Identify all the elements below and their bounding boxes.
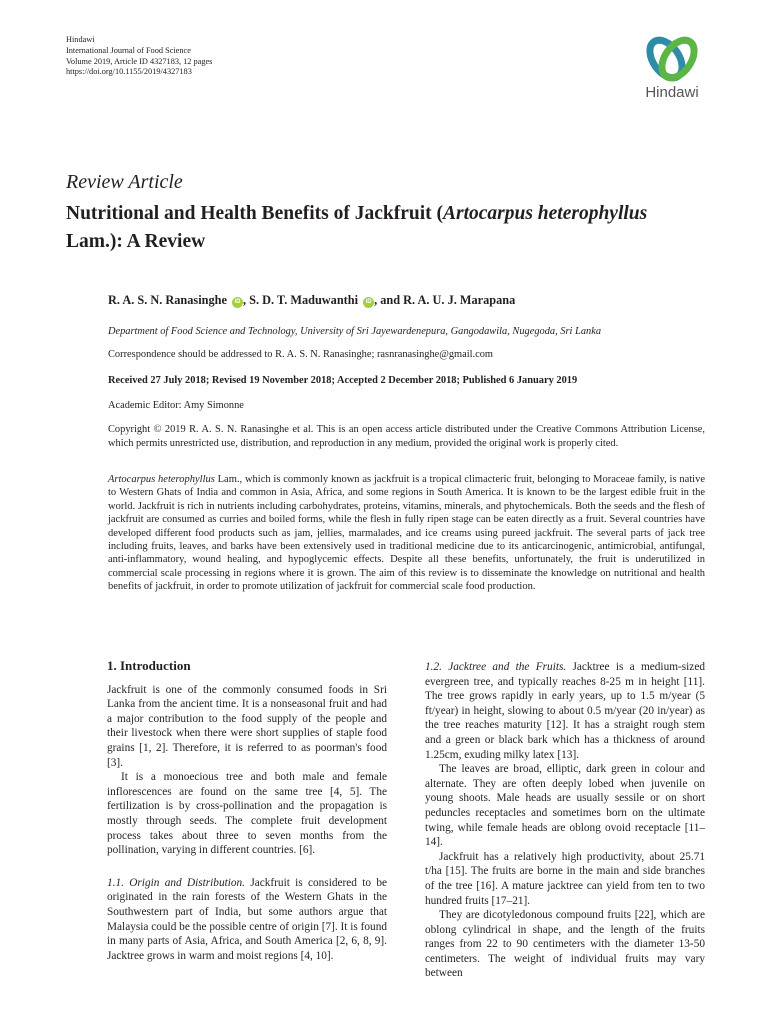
subsection-heading: 1.1. Origin and Distribution.	[107, 876, 246, 889]
paragraph-compound-fruits: They are dicotyledonous compound fruits [22], which are oblong cylindrical in shape, and the length of the fruits ranges from 22 to 90 centimeters with the diameter 13-50 centimeters. The weight of individual fruits may vary between	[425, 909, 705, 980]
abstract	[108, 473, 705, 594]
orcid-icon[interactable]: iD	[232, 297, 243, 308]
left-column	[107, 659, 387, 963]
title-text: Nutritional and Health Benefits of Jackfruit (	[66, 203, 443, 224]
article-type: Review Article	[66, 171, 183, 193]
correspondence: Correspondence should be addressed to R. A. S. N. Ranasinghe; rasnranasinghe@gmail.com	[108, 349, 493, 360]
article-title	[66, 200, 686, 256]
subsection-text: Jackfruit is considered to be originated in the rain forests of the Western Ghats in the Southwestern part of India, but some authors argue that Malaysia could be the possible centre of origin [7]. It is found in many parts of Asia, Africa, and South America [2, 6, 8, 9]. Jacktree grows in warm and moist regions [4, 10].	[107, 876, 387, 962]
author-name[interactable]: R. A. S. N. Ranasinghe	[108, 293, 227, 307]
author-separator: ,	[242, 293, 250, 307]
section-heading-introduction: 1. Introduction	[107, 658, 191, 673]
author-separator: , and	[374, 293, 404, 307]
title-text-end: Lam.): A Review	[66, 231, 206, 252]
publication-dates: Received 27 July 2018; Revised 19 November 2018; Accepted 2 December 2018; Published 6 January 2019	[108, 375, 578, 386]
right-column	[425, 660, 705, 981]
hindawi-logo-icon	[636, 34, 708, 84]
paragraph-leaves: The leaves are broad, elliptic, dark green in colour and alternate. They are often deeply lobed when juvenile on young shoots. Male heads are usually sessile or on short peduncles receptacles and sometimes born on the ultimate twing, while female heads are oblong ovoid receptacle [11–14].	[425, 763, 705, 849]
abstract-text: Lam., which is commonly known as jackfruit is a tropical climacteric fruit, belonging to Moraceae family, is native to Western Ghats of India and common in Asia, Africa, and some regions in South America. It is known to be the largest edible fruit in the world. Jackfruit is rich in nutrients including carbohydrates, proteins, vitamins, minerals, and phytochemicals. Both the seeds and the flesh of jackfruit are consumed as curries and boiled forms, while the flesh in fully ripen stage can be eaten directly as a fruit. Several countries have developed different food products such as jam, jellies, marmalades, and ice creams using pureed jackfruit. The several parts of jack tree including fruits, leaves, and barks have been extensively used in traditional medicine due to its anticarcinogenic, antimicrobial, antifungal, anti-inflammatory, wound healing, and hypoglycemic effects. Despite all these benefits, unfortunately, the fruit is underutilized in commercial scale processing in regions where it is grown. The aim of this review is to disseminate the knowledge on nutritional and health benefits of jackfruit, in order to promote utilization of jackfruit for commercial scale food production.	[108, 474, 705, 593]
intro-paragraph-1: Jackfruit is one of the commonly consumed foods in Sri Lanka from the ancient time. It is a nonseasonal fruit and had a major contribution to the food supply of the people and their livestock when there were short supplies of staple food grains [1, 2]. Therefore, it is referred to as poorman's food [3].	[107, 683, 387, 769]
subsection-text: Jacktree is a medium-sized evergreen tree, and typically reaches 8-25 m in height [11]. The tree grows rapidly in early years, up to 1.5 m/year (5 ft/year) in height, slowing to about 0.5 m/year (20 in/year) as the tree reaches maturity [12]. It has a straight rough stem and a green or black bark which has a thickness of around 1.25cm, exuding milky latex [13].	[425, 661, 705, 761]
journal-header	[66, 35, 212, 78]
journal-name: International Journal of Food Science	[66, 45, 191, 55]
paragraph-productivity: Jackfruit has a relatively high productivity, about 25.71 t/ha [15]. The fruits are borne in the main and side branches of the tree [16]. A mature jacktree can yield from ten to two hundred fruits [17–21].	[425, 850, 705, 907]
author-name[interactable]: R. A. U. J. Marapana	[403, 293, 516, 307]
orcid-icon[interactable]: iD	[363, 297, 374, 308]
affiliation: Department of Food Science and Technology, University of Sri Jayewardenepura, Gangodawila, Nugegoda, Sri Lanka	[108, 326, 602, 337]
publisher-name: Hindawi	[66, 35, 95, 44]
academic-editor: Academic Editor: Amy Simonne	[108, 400, 244, 411]
abstract-species: Artocarpus heterophyllus	[108, 474, 215, 485]
subsection-heading: 1.2. Jacktree and the Fruits.	[425, 661, 567, 673]
title-species: Artocarpus heterophyllus	[442, 203, 648, 224]
copyright-notice: Copyright © 2019 R. A. S. N. Ranasinghe et al. This is an open access article distributed under the Creative Commons Attribution License, which permits unrestricted use, distribution, and reproduction in any medium, provided the original work is properly cited.	[108, 424, 705, 449]
author-list	[108, 293, 515, 308]
hindawi-logo	[636, 34, 708, 108]
intro-paragraph-2: It is a monoecious tree and both male and female inflorescences are found on the same tree [4, 5]. The fertilization is by cross-pollination and the propagation is mostly through seeds. The complete fruit development process takes about three to seven months from the pollination, varying in different countries. [6].	[107, 771, 387, 857]
subsection-origin	[107, 876, 387, 964]
doi-link[interactable]: https://doi.org/10.1155/2019/4327183	[66, 67, 192, 77]
author-name[interactable]: S. D. T. Maduwanthi	[249, 293, 359, 307]
logo-text: Hindawi	[645, 84, 699, 101]
volume-info: Volume 2019, Article ID 4327183, 12 pages	[66, 56, 213, 66]
subsection-jacktree	[425, 660, 705, 762]
